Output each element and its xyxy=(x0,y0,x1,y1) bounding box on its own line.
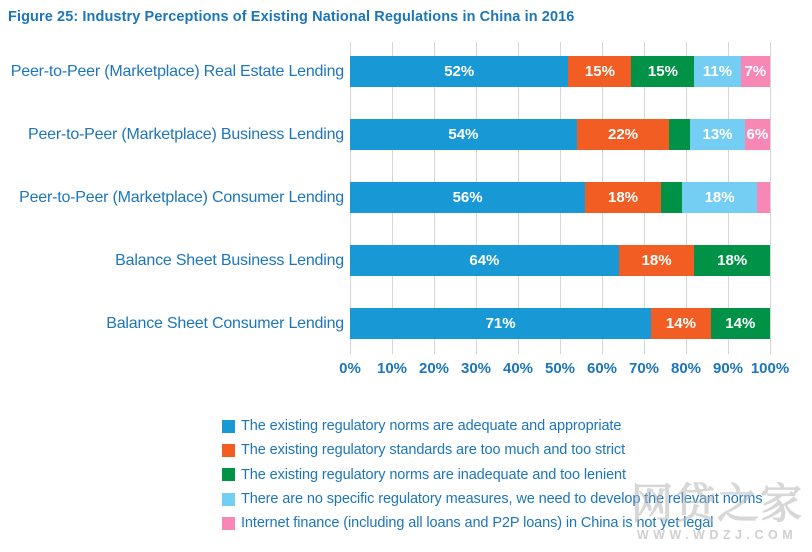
legend-swatch xyxy=(222,444,235,457)
bar-segment: 11% xyxy=(694,56,740,87)
legend-item xyxy=(222,487,763,511)
category-label: Balance Sheet Consumer Lending xyxy=(106,314,344,332)
legend-item xyxy=(222,414,763,438)
x-axis-tick-label: 20% xyxy=(418,360,450,377)
x-axis-tick-label: 100% xyxy=(750,360,790,377)
bar-segment: 22% xyxy=(577,119,669,150)
bar-track xyxy=(350,245,770,276)
bar-row xyxy=(0,229,771,292)
bar-segment: 14% xyxy=(711,308,770,339)
bar-rows-container xyxy=(0,40,771,355)
bar-segment: 15% xyxy=(568,56,631,87)
x-axis-tick-label: 60% xyxy=(586,360,618,377)
bar-segment xyxy=(669,119,690,150)
legend-swatch xyxy=(222,468,235,481)
legend-label: The existing regulatory norms are adequate and appropriate xyxy=(241,418,622,435)
bar-row xyxy=(0,103,771,166)
x-axis-tick-label: 0% xyxy=(339,360,361,377)
watermark-chinese-text: 网贷之家 xyxy=(630,480,803,527)
bar-segment: 18% xyxy=(619,245,695,276)
legend-item xyxy=(222,511,763,535)
x-axis-tick-label: 40% xyxy=(502,360,534,377)
bar-segment: 18% xyxy=(694,245,770,276)
category-label: Balance Sheet Business Lending xyxy=(115,251,344,269)
x-axis-tick-label: 70% xyxy=(628,360,660,377)
legend-item xyxy=(222,463,763,487)
legend-label: The existing regulatory norms are inadequate and too lenient xyxy=(241,466,626,483)
bar-segment xyxy=(757,182,770,213)
legend xyxy=(222,414,763,535)
x-axis-tick-label: 80% xyxy=(670,360,702,377)
chart-title: Figure 25: Industry Perceptions of Existing National Regulations in China in 2016 xyxy=(8,9,575,25)
bar-row xyxy=(0,166,771,229)
bar-track xyxy=(350,308,770,339)
category-label: Peer-to-Peer (Marketplace) Business Lending xyxy=(27,125,344,143)
bar-segment: 64% xyxy=(350,245,619,276)
legend-swatch xyxy=(222,420,235,433)
bar-segment: 71% xyxy=(350,308,651,339)
legend-label: Internet finance (including all loans and P2P loans) in China is not yet legal xyxy=(241,515,714,532)
bar-segment: 18% xyxy=(585,182,661,213)
category-label: Peer-to-Peer (Marketplace) Real Estate Lending xyxy=(10,62,344,80)
bar-segment: 7% xyxy=(741,56,770,87)
bar-segment: 56% xyxy=(350,182,585,213)
x-axis xyxy=(339,360,790,378)
bar-track xyxy=(350,182,770,213)
x-axis-tick-label: 10% xyxy=(376,360,408,377)
bar-segment: 15% xyxy=(631,56,694,87)
legend-item xyxy=(222,438,763,462)
x-axis-tick-label: 90% xyxy=(712,360,744,377)
x-axis-tick-label: 30% xyxy=(460,360,492,377)
bar-track xyxy=(350,119,770,150)
legend-swatch xyxy=(222,517,235,530)
bar-row xyxy=(0,40,771,103)
bar-segment: 52% xyxy=(350,56,568,87)
bar-segment xyxy=(661,182,682,213)
bar-segment: 18% xyxy=(682,182,758,213)
legend-swatch xyxy=(222,493,235,506)
bar-segment: 6% xyxy=(745,119,770,150)
legend-label: There are no specific regulatory measures, we need to develop the relevant norms xyxy=(241,491,763,508)
watermark-url-text: WWW.WDZJ.COM xyxy=(636,528,798,543)
bar-segment: 14% xyxy=(651,308,710,339)
bar-row xyxy=(0,292,771,355)
bar-track xyxy=(350,56,770,87)
x-axis-tick-label: 50% xyxy=(544,360,576,377)
legend-label: The existing regulatory standards are too much and too strict xyxy=(241,442,625,459)
category-label: Peer-to-Peer (Marketplace) Consumer Lending xyxy=(19,188,344,206)
bar-segment: 54% xyxy=(350,119,577,150)
bar-segment: 13% xyxy=(690,119,745,150)
